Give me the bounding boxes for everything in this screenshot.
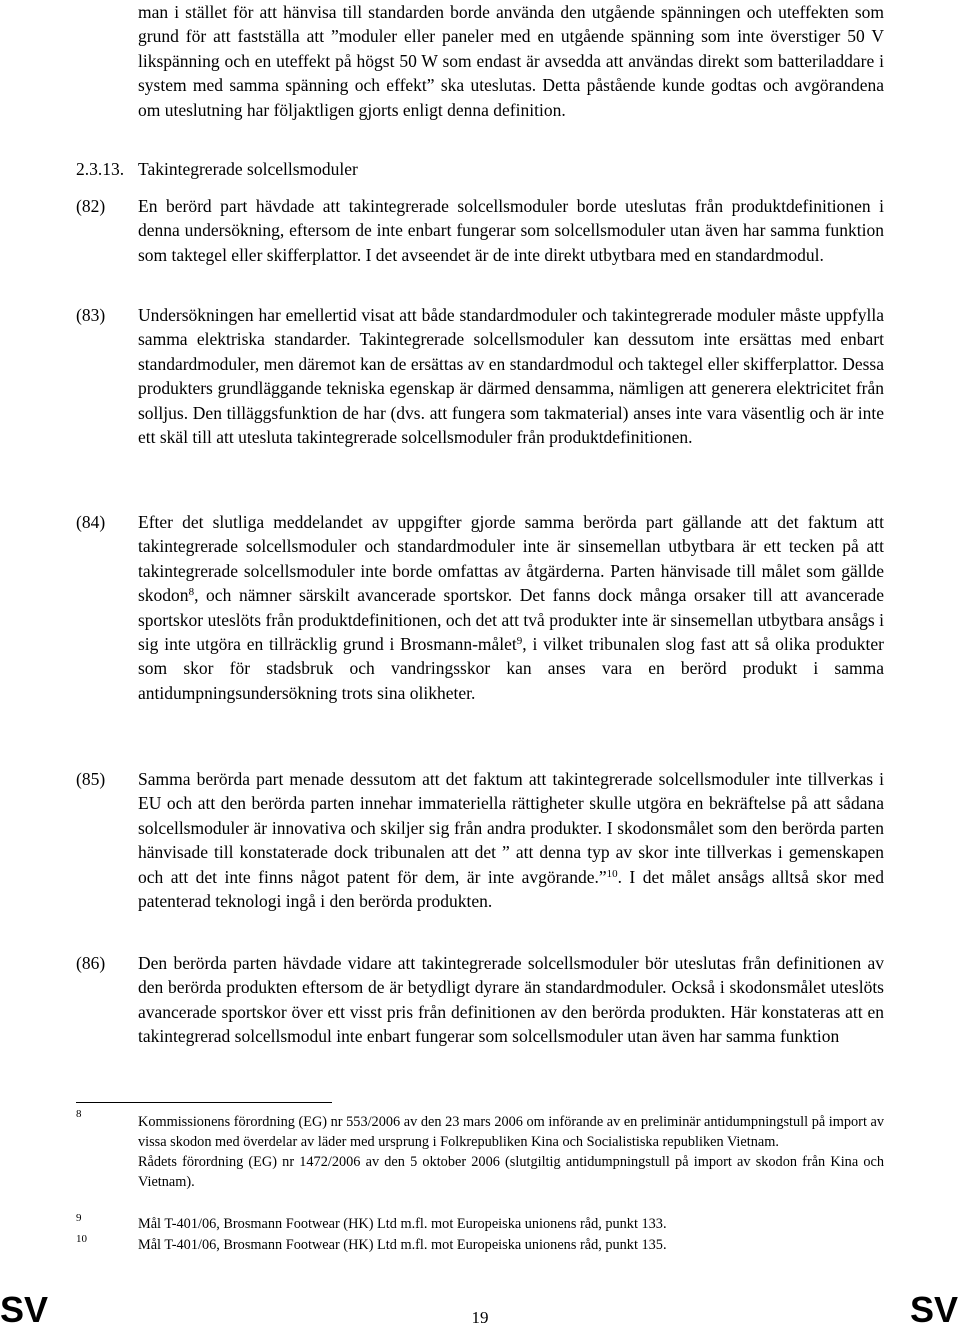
footnote-mark-10: 10 (76, 1233, 87, 1245)
paragraph-text: Den berörda parten hävdade vidare att takintegrerade solcellsmoduler bör uteslutas från definitionen av den berörda produkten eftersom de är betydligt dyrare än standardmoduler. Också i skodonsmålet uteslöts avancerade sportskor över ett visst pris från definitionen av den berörda produkten. Här konstateras att en takintegrerad solcellsmodul inte enbart fungerar som solcellsmoduler utan även har samma funktion (138, 953, 884, 1047)
paragraph-text: Undersökningen har emellertid visat att både standardmoduler och takintegrerade moduler måste uppfylla samma elektriska standarder. Takintegrerade solcellsmoduler kan dessutom inte ersättas med enbart standardmoduler, men däremot kan de ersättas av en standardmodul och taktegel eller skifferplattor. Dessa produkters grundläggande tekniska egenskap är därmed densamma, nämligen att generera elektricitet från solljus. Den tilläggsfunktion de har (dvs. att fungera som takmaterial) anses inte vara väsentlig och är inte ett skäl till att utesluta takintegrerade solcellsmoduler från produktdefinitionen. (138, 305, 884, 448)
paragraph-86 (76, 951, 884, 1049)
footnote-ref-9[interactable]: 9 (516, 634, 523, 647)
footnote-8 (138, 1112, 884, 1192)
paragraph-text-part: . I det målet ansågs alltså skor med patenterad teknologi ingå i den berörda produkten. (138, 866, 884, 912)
paragraph-text-part: , och nämner särskilt avancerade sportskor. Det fanns dock många orsaker till att avancerade sportskor uteslöts från produktdefinitionen, och det att två produkter inte är sinsemellan utbytbara ansågs i sig inte utgöra en tillräcklig grund i Brosmann-målet (138, 585, 884, 655)
footnote-10: Mål T-401/06, Brosmann Footwear (HK) Ltd m.fl. mot Europeiska unionens råd, punkt 135. (138, 1237, 667, 1253)
footnote-text: Rådets förordning (EG) nr 1472/2006 av den 5 oktober 2006 (slutgiltig antidumpningstull på import av skodon från Kina och Vietnam). (138, 1154, 884, 1190)
paragraph-82 (76, 194, 884, 267)
paragraph-number: (86) (76, 953, 106, 973)
paragraph-number: (85) (76, 769, 106, 789)
paragraph-text (138, 510, 884, 705)
footer-language-right: SV (909, 1289, 958, 1330)
section-title: Takintegrerade solcellsmoduler (138, 159, 358, 179)
paragraph-number: (84) (76, 512, 106, 532)
paragraph-number: (82) (76, 196, 106, 216)
paragraph-text: En berörd part hävdade att takintegrerade solcellsmoduler borde uteslutas från produktdefinitionen i denna undersökning, eftersom de inte enbart fungerar som solcellsmoduler utan även har samma funktion som taktegel eller skifferplattor. I det avseendet är de inte direkt utbytbara med en standardmodul. (138, 196, 884, 265)
section-number: 2.3.13. (76, 159, 125, 179)
paragraph-text-part: Efter det slutliga meddelandet av uppgifter gjorde samma berörda part gällande att det faktum att takintegrerade solcellsmoduler och standardmoduler inte är sinsemellan utbytbara är ett tecken på att takintegrerade solcellsmoduler inte borde omfattas av åtgärderna. Parten hänvisade till målet som gällde skodon (138, 512, 884, 606)
footnote-text: Kommissionens förordning (EG) nr 553/2006 av den 23 mars 2006 om införande av en preliminär antidumpningstull på import av vissa skodon med överdelar av läder med ursprung i Folkrepubliken Kina och Socialistiska republiken Vietnam. (138, 1114, 884, 1150)
paragraph-text-part: Samma berörda part menade dessutom att det faktum att takintegrerade solcellsmoduler inte tillverkas i EU och att den berörda parten innehar immateriella rättigheter skulle utgöra en bekräftelse på att sådana solcellsmoduler är innovativa och skiljer sig från andra produkter. I skodonsmålet som den berörda parten hänvisade till konstaterade dock tribunalen att det ” att denna typ av skor inte tillverkas i gemenskapen och att det inte finns något patent för dem, är inte avgörande.” (138, 769, 884, 887)
footnote-ref-8[interactable]: 8 (188, 586, 195, 599)
paragraph-number: (83) (76, 305, 106, 325)
footnote-mark-8: 8 (76, 1108, 82, 1120)
footnote-9: Mål T-401/06, Brosmann Footwear (HK) Ltd m.fl. mot Europeiska unionens råd, punkt 133. (138, 1216, 667, 1232)
footnote-mark-9: 9 (76, 1212, 82, 1224)
paragraph-83 (76, 303, 884, 449)
paragraph-85 (76, 767, 884, 913)
footnote-separator (76, 1102, 332, 1103)
paragraph-text-part: , i vilket tribunalen slog fast att så olika produkter som skor för stadsbruk och vandringsskor kan anses vara en berörd produkt i samma antidumpningsundersökning trots sina olikheter. (138, 634, 884, 703)
page-number: 19 (471, 1308, 489, 1327)
footer-language-left: SV (0, 1289, 49, 1330)
section-heading (76, 157, 358, 181)
paragraph-84 (76, 510, 884, 705)
intro-paragraph: man i stället för att hänvisa till standarden borde använda den utgående spänningen och uteffekten som grund för att fastställa att ”moduler eller paneler med en utgående spänning som inte överstiger 50 V likspänning och en uteffekt på högst 50 W som endast är avsedda att användas direkt som batteriladdare i system med samma spänning och effekt” ska uteslutas. Detta påstående kunde godtas och avgörandena om uteslutning har följaktligen gjorts enligt denna definition. (138, 2, 884, 120)
footnote-ref-10[interactable]: 10 (606, 867, 618, 880)
paragraph-text (138, 767, 884, 913)
